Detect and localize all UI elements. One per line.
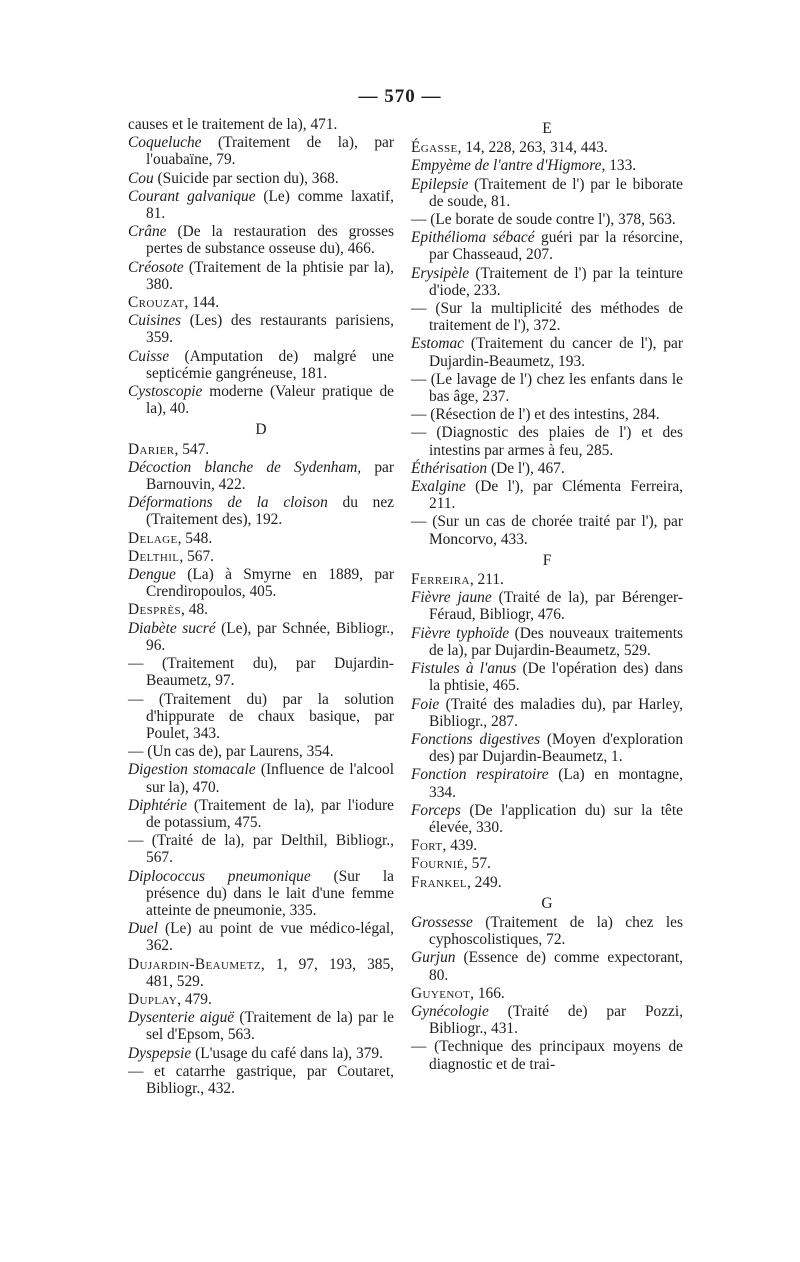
index-entry: — (Traité de la), par Delthil, Bibliogr., 567.	[128, 832, 394, 867]
entry-headword: Dujardin-Beaumetz	[128, 955, 261, 973]
index-entry	[128, 1009, 394, 1043]
index-entry: — (Sur la multiplicité des méthodes de traitement de l'), 372.	[411, 300, 683, 335]
entry-headword: Delage	[128, 529, 178, 547]
section-letter: D	[255, 421, 267, 439]
entry-text: (Traitement de la) par le sel d'Epsom, 563.	[146, 1009, 394, 1044]
index-entry: — (Sur un cas de chorée traité par l'), par Moncorvo, 433.	[411, 513, 683, 548]
entry-text: par Barnouvin, 422.	[146, 458, 394, 494]
index-entry: — (Le lavage de l') chez les enfants dans le bas âge, 237.	[411, 370, 683, 406]
entry-text: 133.	[605, 157, 637, 175]
index-entry: — (Un cas de), par Laurens, 354.	[128, 743, 334, 761]
index-entry	[128, 441, 394, 458]
entry-headword: Diabète sucré	[128, 619, 216, 637]
entry-headword: Duplay	[128, 990, 178, 1008]
entry-headword: Diplococcus pneumonique	[128, 867, 311, 885]
entry-headword: Foie	[411, 695, 440, 713]
index-entry	[128, 170, 394, 187]
entry-text: , 57.	[463, 855, 491, 873]
index-entry	[128, 530, 394, 547]
index-entry	[128, 620, 394, 654]
entry-text: , 479.	[177, 990, 212, 1008]
index-entry	[128, 566, 394, 600]
index-entry	[411, 1003, 683, 1037]
entry-text: , 211.	[469, 571, 504, 589]
entry-headword: Dengue	[128, 566, 176, 584]
entry-headword: Delthil	[128, 547, 180, 565]
entry-headword: Décoction blanche de Sydenham,	[128, 458, 362, 476]
entry-text: (L'usage du café dans la), 379.	[191, 1044, 383, 1062]
entry-headword: Cou	[128, 169, 154, 187]
index-entry	[128, 134, 394, 168]
index-entry: — et catarrhe gastrique, par Coutaret, Bibliogr., 432.	[128, 1062, 394, 1097]
entry-text: (Sur la présence du) dans le lait d'une femme atteinte de pneumonie, 335.	[146, 867, 395, 919]
entry-text: , 548.	[177, 529, 213, 547]
entry-text: , 439.	[442, 837, 478, 855]
entry-text: (Les) des restaurants parisiens, 359.	[146, 312, 394, 347]
index-entry: — (Diagnostic des plaies de l') et des intestins par armes à feu, 285.	[411, 424, 683, 459]
entry-headword: Empyème de l'antre d'Higmore,	[411, 157, 606, 175]
index-entry	[128, 188, 394, 222]
index-entry	[411, 914, 683, 948]
entry-headword: Ferreira	[411, 571, 470, 589]
entry-text: , 166.	[470, 984, 505, 1002]
entry-text: , 48.	[181, 601, 208, 619]
entry-headword: Cystoscopie	[128, 383, 203, 401]
index-entry	[411, 478, 683, 512]
entry-text: (Traitement de la phtisie par la), 380.	[146, 258, 394, 293]
index-entry	[128, 548, 394, 565]
entry-text: (Amputation de) malgré une septicémie gangréneuse, 181.	[146, 347, 394, 382]
entry-headword: Estomac	[411, 335, 465, 353]
entry-text: , 567.	[179, 547, 215, 565]
entry-headword: Forceps	[411, 801, 461, 819]
entry-headword: Gynécologie	[411, 1002, 489, 1020]
entry-text: (Le) comme laxatif, 81.	[146, 187, 395, 223]
right-column	[411, 116, 683, 1074]
entry-text: (De l'application du) sur la tête élevée, 330.	[429, 801, 683, 836]
entry-headword: Frankel	[411, 873, 467, 891]
entry-text: (Moyen d'exploration des) par Dujardin-Beaumetz, 1.	[429, 730, 684, 766]
index-entry	[411, 265, 683, 299]
section-letter: G	[541, 894, 553, 912]
entry-text: (Traitement de la) chez les cyphoscolistiques, 72.	[429, 913, 683, 949]
index-entry	[411, 589, 683, 623]
section-letter: F	[542, 551, 552, 569]
entry-headword: Duel	[128, 920, 158, 938]
entry-text: (De l'), 467.	[487, 459, 565, 477]
entry-text: (Traité de la), par Bérenger-Féraud, Bibliogr, 476.	[429, 589, 683, 624]
entry-headword: Fièvre jaune	[411, 589, 492, 607]
entry-text: (Le) au point de vue médico-légal, 362.	[146, 920, 394, 955]
index-entry	[128, 348, 394, 382]
entry-headword: Fistules à l'anus	[411, 660, 517, 678]
entry-headword: Fonctions digestives	[411, 730, 541, 748]
index-entry	[411, 625, 683, 659]
entry-headword: Fièvre typhoïde	[411, 624, 510, 642]
entry-text: , 547.	[174, 440, 210, 458]
entry-text: (La) à Smyrne en 1889, par Crendiropoulos, 405.	[146, 566, 394, 601]
section-letter: E	[542, 120, 552, 137]
entry-text: (De la restauration des grosses pertes de substance osseuse du), 466.	[146, 223, 394, 258]
index-entry	[411, 139, 683, 156]
index-entry	[128, 761, 394, 795]
index-entry	[128, 991, 394, 1008]
entry-headword: Fonction respiratoire	[411, 766, 549, 784]
page-number: — 570 —	[358, 86, 442, 107]
entry-headword: Darier	[128, 440, 175, 458]
index-entry: — (Technique des principaux moyens de diagnostic et de trai-	[411, 1038, 683, 1073]
index-entry	[128, 1045, 394, 1062]
entry-headword: Erysipèle	[411, 264, 470, 282]
index-entry	[128, 312, 394, 346]
index-entry	[411, 855, 683, 872]
entry-text: du nez (Traitement des), 192.	[146, 494, 394, 529]
index-entry	[411, 731, 683, 765]
left-column	[128, 116, 394, 1098]
index-entry	[411, 874, 683, 891]
entry-text: (Des nouveaux traitements de la), par Dujardin-Beaumetz, 529.	[429, 624, 683, 659]
index-entry	[411, 335, 683, 369]
entry-headword: Epilepsie	[411, 175, 469, 193]
entry-headword: Cuisines	[128, 312, 182, 330]
index-entry	[411, 696, 683, 730]
index-entry	[128, 459, 394, 493]
index-entry: — (Traitement du), par Dujardin-Beaumetz, 97.	[128, 655, 394, 690]
index-entry	[411, 985, 683, 1002]
index-entry	[128, 494, 394, 528]
entry-headword: Cuisse	[128, 347, 170, 365]
entry-text: (De l'opération des) dans la phtisie, 465.	[429, 660, 683, 695]
entry-headword: Crouzat	[128, 294, 185, 312]
index-entry	[411, 837, 683, 854]
index-entry	[128, 383, 394, 417]
entry-text: (Traitement de l') par le biborate de soude, 81.	[429, 175, 683, 210]
entry-headword: Coqueluche	[128, 134, 202, 152]
index-entry	[128, 868, 394, 920]
entry-headword: Dysenterie aiguë	[128, 1009, 235, 1027]
index-entry	[411, 571, 683, 588]
index-entry	[411, 802, 683, 836]
entry-headword: Desprès	[128, 601, 182, 619]
entry-text: (Traitement de la), par l'ouabaïne, 79.	[146, 134, 394, 169]
index-entry	[128, 601, 394, 618]
entry-headword: Guyenot	[411, 984, 471, 1002]
entry-headword: Digestion stomacale	[128, 761, 256, 779]
entry-headword: Epithélioma sébacé	[411, 229, 535, 247]
index-entry	[411, 176, 683, 210]
entry-headword: Éthérisation	[411, 459, 488, 477]
index-entry	[411, 460, 683, 477]
entry-headword: Grossesse	[411, 913, 473, 931]
entry-headword: Fournié	[411, 855, 464, 873]
entry-text: (La) en montagne, 334.	[429, 766, 683, 801]
entry-text: (Traité des maladies du), par Harley, Bibliogr., 287.	[429, 695, 683, 730]
index-entry: — (Résection de l') et des intestins, 284.	[411, 406, 660, 424]
entry-headword: Diphtérie	[128, 796, 187, 814]
entry-text: (Essence de) comme expectorant, 80.	[429, 949, 683, 984]
entry-headword: Égasse	[411, 139, 458, 157]
index-entry	[411, 660, 683, 694]
entry-text: (Le), par Schnée, Bibliogr., 96.	[146, 619, 394, 654]
entry-headword: Gurjun	[411, 949, 456, 967]
entry-text: (Traitement du cancer de l'), par Dujardin-Beaumetz, 193.	[429, 335, 683, 370]
index-entry	[128, 223, 394, 257]
index-entry	[411, 157, 683, 174]
index-entry	[128, 920, 394, 954]
index-entry	[411, 949, 683, 983]
entry-headword: Créosote	[128, 258, 184, 276]
entry-text: (Influence de l'alcool sur la), 470.	[146, 761, 394, 796]
entry-text: , 14, 228, 263, 314, 443.	[457, 139, 608, 157]
entry-text: (Traité de) par Pozzi, Bibliogr., 431.	[429, 1002, 683, 1038]
index-entry	[411, 766, 683, 800]
entry-headword: Courant galvanique	[128, 187, 256, 205]
entry-text: moderne (Valeur pratique de la), 40.	[146, 383, 394, 418]
entry-text: (De l'), par Clémenta Ferreira, 211.	[429, 478, 683, 513]
entry-text: , 249.	[466, 873, 502, 891]
index-entry: causes et le traitement de la), 471.	[128, 116, 338, 133]
entry-text: , 144.	[184, 294, 220, 312]
entry-headword: Fort	[411, 837, 443, 855]
entry-headword: Dyspepsie	[128, 1044, 192, 1062]
index-entry	[128, 259, 394, 293]
entry-text: (Suicide par section du), 368.	[153, 169, 339, 187]
entry-headword: Exalgine	[411, 478, 466, 496]
index-entry	[411, 229, 683, 263]
entry-headword: Déformations de la cloison	[128, 494, 328, 512]
index-entry: — (Le borate de soude contre l'), 378, 563.	[411, 211, 676, 229]
index-entry	[128, 797, 394, 831]
entry-text: (Traitement de l') par la teinture d'iode, 233.	[429, 264, 683, 299]
entry-text: guéri par la résorcine, par Chasseaud, 207.	[429, 229, 683, 264]
entry-text: (Traitement de la), par l'iodure de potassium, 475.	[146, 796, 394, 831]
index-entry	[128, 956, 394, 990]
entry-headword: Crâne	[128, 223, 167, 241]
entry-text: , 1, 97, 193, 385, 481, 529.	[146, 955, 394, 990]
index-entry: — (Traitement du) par la solution d'hippurate de chaux basique, par Poulet, 343.	[128, 690, 394, 742]
index-entry	[128, 294, 394, 311]
